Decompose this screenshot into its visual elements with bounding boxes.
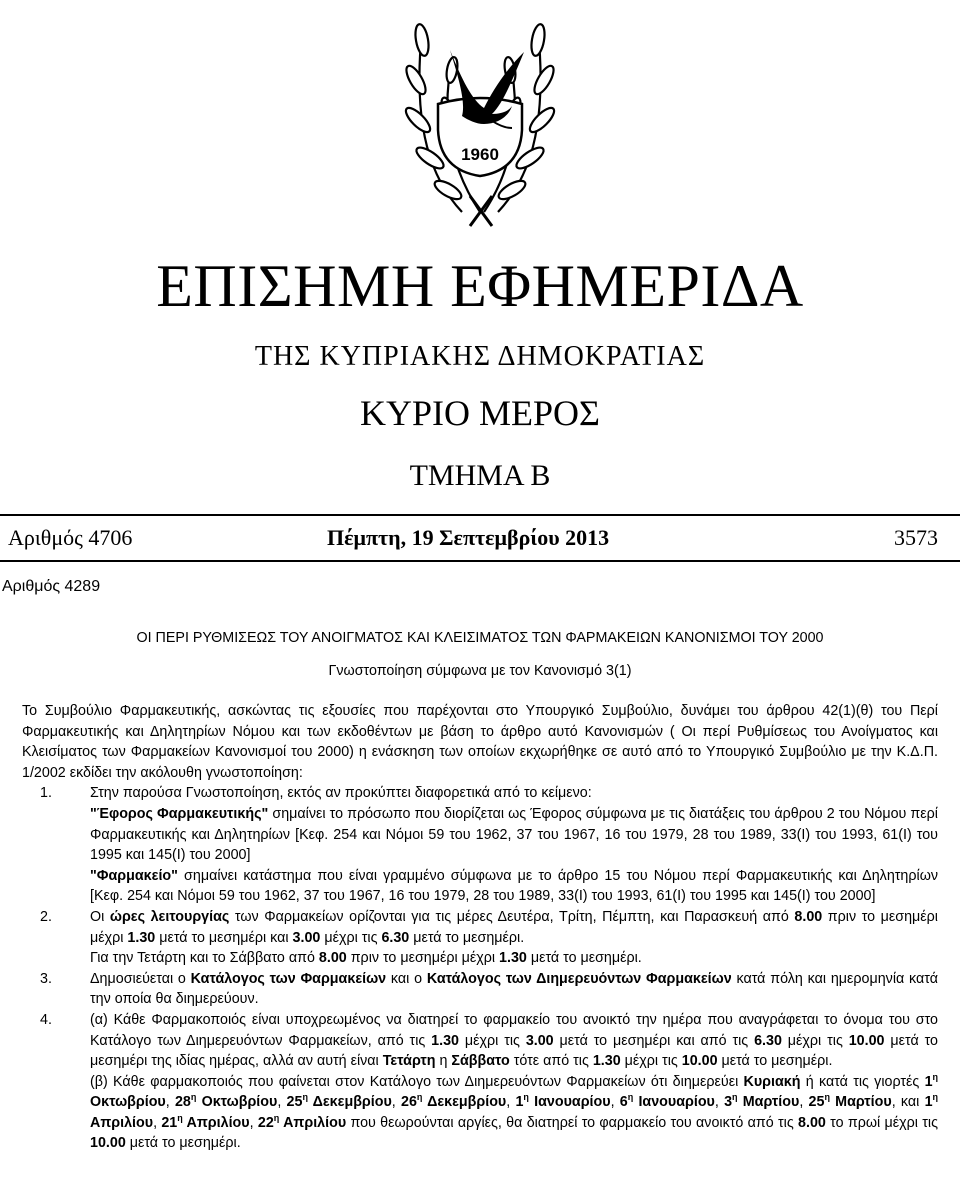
holiday: $26^\eta$ Δεκεμβρίου: [401, 1092, 507, 1111]
holiday: $21^\eta$ Απριλίου: [161, 1113, 250, 1131]
duty-pharmacies-list-term: Κατάλογος των Διημερευόντων Φαρμακείων: [426, 970, 732, 987]
item-4b-text: και: [900, 1094, 920, 1111]
gazette-section: ΤΜΗΜΑ Β: [409, 459, 551, 492]
issue-row: [0, 520, 960, 556]
definition-ephoros-text: σημαίνει το πρόσωπο που διορίζεται ως Έφορος σύμφωνα με τις διατάξεις του άρθρου 2 του Νόμου περί Φαρμακευτικής και Δηλητηρίων [Κεφ. 254 και Νόμοι 59 του 1962, 37 του 1967, 16 του 1979, 28 του 1989, 33(Ι) του 1993, 61(Ι) του 1995 και 145(Ι) του 2000]: [90, 805, 938, 864]
item-4-number: 4.: [40, 1011, 52, 1028]
coat-of-arms-emblem: [392, 0, 568, 232]
holiday: $1^\eta$ Οκτωβρίου: [90, 1071, 939, 1111]
time-value: 10.00: [90, 1135, 126, 1152]
item-2-text: μέχρι τις: [320, 929, 382, 946]
holiday: $22^\eta$ Απριλίου: [257, 1113, 347, 1131]
item-4a-text: (α) Κάθε Φαρμακοποιός είναι υποχρεωμένος να διατηρεί το φαρμακείο του ανοικτό την ημέρα που αναγράφεται το όνομα του στο Κατάλογο των Διημερευόντων Φαρμακείων, από τις: [90, 1011, 938, 1049]
item-3-text: κατά πόλη και ημερομηνία κατά την οποία θα διημερεύουν.: [90, 970, 938, 1008]
item-2-hours-term: ώρες λειτουργίας: [109, 908, 230, 925]
definition-pharmacy: [22, 866, 938, 907]
holiday: $1^\eta$ Απριλίου: [90, 1092, 939, 1131]
time-value: 1.30: [431, 1032, 459, 1049]
time-value: 3.00: [525, 1032, 554, 1049]
item-4a-text: μετά το μεσημέρι.: [717, 1053, 833, 1070]
item-2-number: 2.: [40, 908, 52, 925]
item-3-text: και ο: [386, 970, 427, 987]
item-2: [22, 907, 938, 948]
item-4b: (β) Κάθε φαρμακοποιός που φαίνεται στον Κατάλογο των Διημερευόντων Φαρμακείων ότι διημερεύει Κυριακή ή κατά τις γιορτές $1^\eta$ Οκτωβρίου, $28^\eta$ Οκτωβρίου, $25^\eta$ Δεκεμβρίου, $26^\eta$ Δεκεμβρίου, $1^\eta$ Ιανουαρίου, $6^\eta$ Ιανουαρίου, $3^\eta$ Μαρτίου, $25^\eta$ Μαρτίου, και $1^\eta$ Απριλίου, $21^\eta$ Απριλίου, $22^\eta$ Απριλίου που θεωρούνται αργίες, θα διατηρεί το φαρμακείο του ανοικτό από τις 8.00 το πρωί μέχρι τις 10.00 μετά το μεσημέρι.: [90, 1071, 939, 1152]
item-4a-text: μετά το μεσημέρι της ιδίας ημέρας, αλλά αν αυτή είναι: [90, 1032, 939, 1070]
item-2-text: μετά το μεσημέρι.: [526, 950, 642, 967]
item-4b-text: ή κατά τις γιορτές: [800, 1073, 925, 1090]
item-4a-text: μετά το μεσημέρι και από τις: [553, 1032, 755, 1049]
item-4b-text: που θεωρούνται αργίες, θα διατηρεί το φαρμακείο του ανοικτό από τις: [346, 1114, 799, 1131]
issue-number: Αριθμός 4706: [8, 525, 133, 550]
time-value: 10.00: [848, 1032, 885, 1049]
time-value: 1.30: [499, 950, 527, 967]
item-2-text: των Φαρμακείων ορίζονται για τις μέρες Δευτέρα, Τρίτη, Πέμπτη, και Παρασκευή από: [229, 908, 795, 925]
item-2-text: μετά το μεσημέρι.: [409, 929, 525, 946]
item-2-text: Για την Τετάρτη και το Σάββατο από: [90, 950, 319, 967]
emblem-year: 1960: [461, 145, 499, 164]
time-value: 1.30: [592, 1053, 621, 1070]
item-4a-text: μέχρι τις: [620, 1053, 682, 1070]
time-value: 6.30: [754, 1032, 782, 1049]
issue-date: Πέμπτη, 19 Σεπτεμβρίου 2013: [327, 525, 610, 550]
definition-pharmacy-term: "Φαρμακείο": [90, 867, 178, 884]
item-4a-text: μέχρι τις: [459, 1032, 526, 1049]
time-value: 8.00: [798, 1114, 826, 1131]
item-4b-text: το πρωί μέχρι τις: [825, 1114, 938, 1131]
notice-title: ΟΙ ΠΕΡΙ ΡΥΘΜΙΣΕΩΣ ΤΟΥ ΑΝΟΙΓΜΑΤΟΣ ΚΑΙ ΚΛΕΙΣΙΜΑΤΟΣ ΤΩΝ ΦΑΡΜΑΚΕΙΩΝ ΚΑΝΟΝΙΣΜΟΙ ΤΟΥ 2000: [136, 630, 824, 646]
item-2-text: πριν το μεσημέρι μέχρι: [90, 908, 938, 946]
item-4a-text: τότε από τις: [509, 1053, 593, 1070]
day-term: Σάββατο: [451, 1053, 510, 1070]
gazette-title: ΕΠΙΣΗΜΗ ΕΦΗΜΕΡΙΔΑ: [156, 253, 804, 319]
item-2-text: μετά το μεσημέρι και: [155, 929, 293, 946]
item-4a-text: μέχρι τις: [781, 1032, 849, 1049]
page-number: 3573: [894, 525, 938, 550]
day-term: Τετάρτη: [382, 1053, 436, 1070]
header-rule-top: [0, 514, 960, 516]
item-2-line-2: [22, 948, 938, 969]
notice-number: Αριθμός 4289: [2, 578, 101, 595]
item-3-number: 3.: [40, 970, 52, 987]
holiday: $1^\eta$ Ιανουαρίου: [515, 1092, 611, 1111]
item-2-text: Οι: [90, 908, 110, 925]
item-4a-text: η: [435, 1053, 452, 1070]
time-value: 6.30: [381, 929, 410, 946]
holiday: $28^\eta$ Οκτωβρίου: [174, 1092, 278, 1111]
definition-pharmacy-text: σημαίνει κατάστημα που είναι γραμμένο σύμφωνα με το άρθρο 15 του Νόμου περί Φαρμακευτικής και Δηλητηρίων [Κεφ. 254 και Νόμοι 59 του 1962, 37 του 1967, 16 του 1979, 28 του 1989, 33(Ι) του 1993, 61(Ι) του 1995 και 145(Ι) του 2000]: [90, 867, 938, 905]
item-4b-text: μετά το μεσημέρι.: [125, 1135, 241, 1152]
time-value: 3.00: [292, 929, 321, 946]
time-value: 8.00: [794, 908, 823, 925]
definition-ephoros-term: "Έφορος Φαρμακευτικής": [90, 805, 269, 822]
item-1: [22, 783, 938, 804]
time-value: 1.30: [127, 929, 156, 946]
gazette-subtitle: ΤΗΣ ΚΥΠΡΙΑΚΗΣ ΔΗΜΟΚΡΑΤΙΑΣ: [254, 341, 706, 372]
holiday: $3^\eta$ Μαρτίου: [724, 1092, 800, 1111]
gazette-part: ΚΥΡΙΟ ΜΕΡΟΣ: [360, 393, 600, 433]
header-rule-bottom: [0, 560, 960, 562]
time-value: 10.00: [681, 1053, 718, 1070]
definition-ephoros: [22, 804, 938, 866]
item-4b-text: (β) Κάθε φαρμακοποιός που φαίνεται στον Κατάλογο των Διημερευόντων Φαρμακείων ότι διημερεύει: [90, 1073, 744, 1090]
notice-intro: Το Συμβούλιο Φαρμακευτικής, ασκώντας τις εξουσίες που παρέχονται στο Υπουργικό Συμβούλιο, δυνάμει του άρθρου 42(1)(θ) του Περί Φαρμακευτικής και Δηλητηρίων Νόμου και των εκδοθέντων με βάση το άρθρο αυτό Κανονισμών ( Οι περί Ρυθμίσεως του Ανοίγματος και Κλεισίματος των Φαρμακείων Κανονισμοί του 2000) η ενάσκηση των οποίων εκχωρήθηκε σε αυτό από το Υπουργικό Συμβούλιο με την Κ.Δ.Π. 1/2002 εκδίδει την ακόλουθη γνωστοποίηση:: [22, 703, 938, 781]
notice-subtitle: Γνωστοποίηση σύμφωνα με τον Κανονισμό 3(1): [328, 663, 632, 679]
holiday: $25^\eta$ Δεκεμβρίου: [286, 1092, 392, 1111]
item-2-text: πριν το μεσημέρι μέχρι: [346, 950, 500, 967]
time-value: 8.00: [318, 950, 347, 967]
item-1-number: 1.: [40, 785, 52, 802]
item-4a: [22, 1010, 938, 1072]
day-term: Κυριακή: [743, 1073, 801, 1090]
holiday: $25^\eta$ Μαρτίου: [808, 1092, 892, 1111]
item-1-text: Στην παρούσα Γνωστοποίηση, εκτός αν προκύπτει διαφορετικά από το κείμενο:: [90, 785, 592, 802]
item-3: [22, 969, 938, 1010]
item-3-text: Δημοσιεύεται ο: [90, 970, 191, 987]
holiday: $6^\eta$ Ιανουαρίου: [619, 1092, 715, 1111]
notice-body: [22, 701, 938, 1154]
pharmacies-list-term: Κατάλογος των Φαρμακείων: [190, 970, 387, 987]
